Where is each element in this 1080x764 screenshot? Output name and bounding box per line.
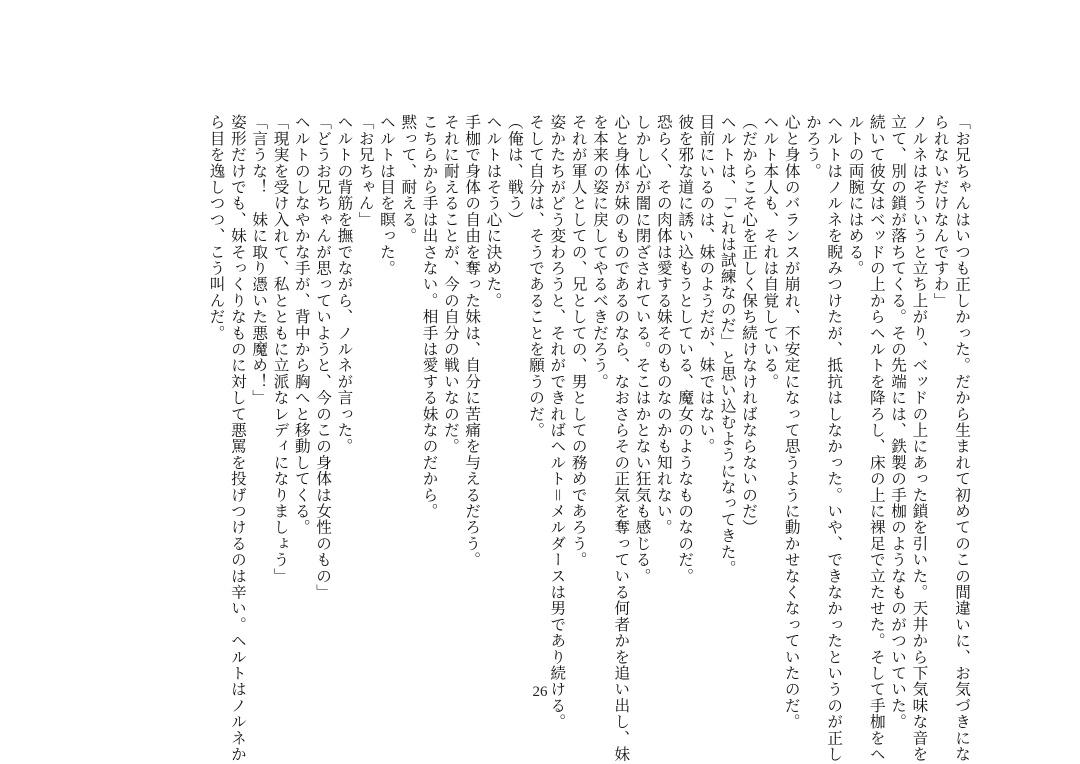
- text-line: ヘルトは目を瞑った。: [377, 114, 396, 276]
- text-line: それに耐えることが、今の自分の戦いなのだ。: [441, 114, 460, 455]
- text-line: ノルネはそういうと立ち上がり、ベッドの上にあった鎖を引いた。天井から下気味な音を: [910, 114, 929, 762]
- text-line: 黙って、耐える。: [399, 114, 418, 244]
- text-line: ヘルトのしなやかな手が、背中から胸へと移動してくる。: [292, 114, 311, 536]
- text-line: ヘルトは、「これは試練なのだ」と思い込むようになってきた。: [718, 114, 737, 576]
- text-line: 恐らく、その肉体は愛する妹そのものなのかも知れない。: [654, 114, 673, 536]
- text-line: ヘルトはノルネを睨みつけたが、抵抗はしなかった。いや、できなかったというのが正し: [825, 114, 844, 762]
- text-line: しかし心が闇に閉ざされている。そこはかとない狂気も感じる。: [633, 114, 652, 584]
- text-line: 立て、別の鎖が落ちてくる。その先端には、鉄製の手枷のようなものがついていた。: [889, 114, 908, 730]
- text-line: 「お兄ちゃん」: [356, 114, 375, 228]
- text-line: 心と身体が妹のものであるのなら、なおさらその正気を奪っている何者かを追い出し、妹: [612, 114, 631, 762]
- text-line: 姿かたちがどう変わろうと、それができればヘルト＝メルダースは男であり続ける。: [548, 114, 567, 730]
- text-line: 「お兄ちゃんはいつも正しかった。だから生まれて初めてのこの間違いに、お気づきにな: [953, 114, 971, 762]
- text-line: ヘルトはそう心に決めた。: [484, 114, 503, 309]
- text-line: 「言うな！ 妹に取り憑いた悪魔め！」: [250, 114, 269, 406]
- text-line: （だからこそ心を正しく保ち続けなければならないのだ）: [740, 114, 759, 536]
- text-line: そして自分は、そうであることを願うのだ。: [527, 114, 546, 438]
- text-line: 姿形だけでも、妹そっくりなものに対して悪罵を投げつけるのは辛い。ヘルトはノルネか: [228, 114, 247, 762]
- text-line: それが軍人としての、兄としての、男としての務めであろう。: [569, 114, 588, 568]
- text-line: 彼を邪な道に誘い込もうとしている、魔女のようなものなのだ。: [676, 114, 695, 584]
- text-line: ら目を逸しつつ、こう叫んだ。: [207, 114, 226, 341]
- text-line: ヘルトの背筋を撫でながら、ノルネが言った。: [335, 114, 354, 455]
- text-line: 「どうお兄ちゃんが思っていようと、今のこの身体は女性のもの」: [314, 114, 333, 600]
- text-line: 手枷で身体の自由を奪った妹は、自分に苦痛を与えるだろう。: [463, 114, 482, 568]
- page-number: 26: [532, 684, 548, 700]
- text-line: 心と身体のバランスが崩れ、不安定になって思うように動かせなくなっていたのだ。: [782, 114, 801, 730]
- text-line: ヘルト本人も、それは自覚している。: [761, 114, 780, 390]
- text-line: （俺は、戦う）: [505, 114, 524, 228]
- text-line: 続いて彼女はベッドの上からヘルトを降ろし、床の上に裸足で立たせた。そして手枷をヘ: [867, 114, 886, 762]
- text-line: かろう。: [803, 114, 822, 179]
- text-line: こちらから手は出さない。相手は愛する妹なのだから。: [420, 114, 439, 519]
- text-line: られないだけなんですわ」: [931, 114, 950, 309]
- text-line: 目前にいるのは、妹のようだが、妹ではない。: [697, 114, 716, 455]
- text-line: ルトの両腕にはめる。: [846, 114, 865, 276]
- text-line: 「現実を受け入れて、私とともに立派なレディになりましょう」: [271, 114, 290, 584]
- text-line: を本来の姿に戻してやるべきだろう。: [590, 114, 609, 390]
